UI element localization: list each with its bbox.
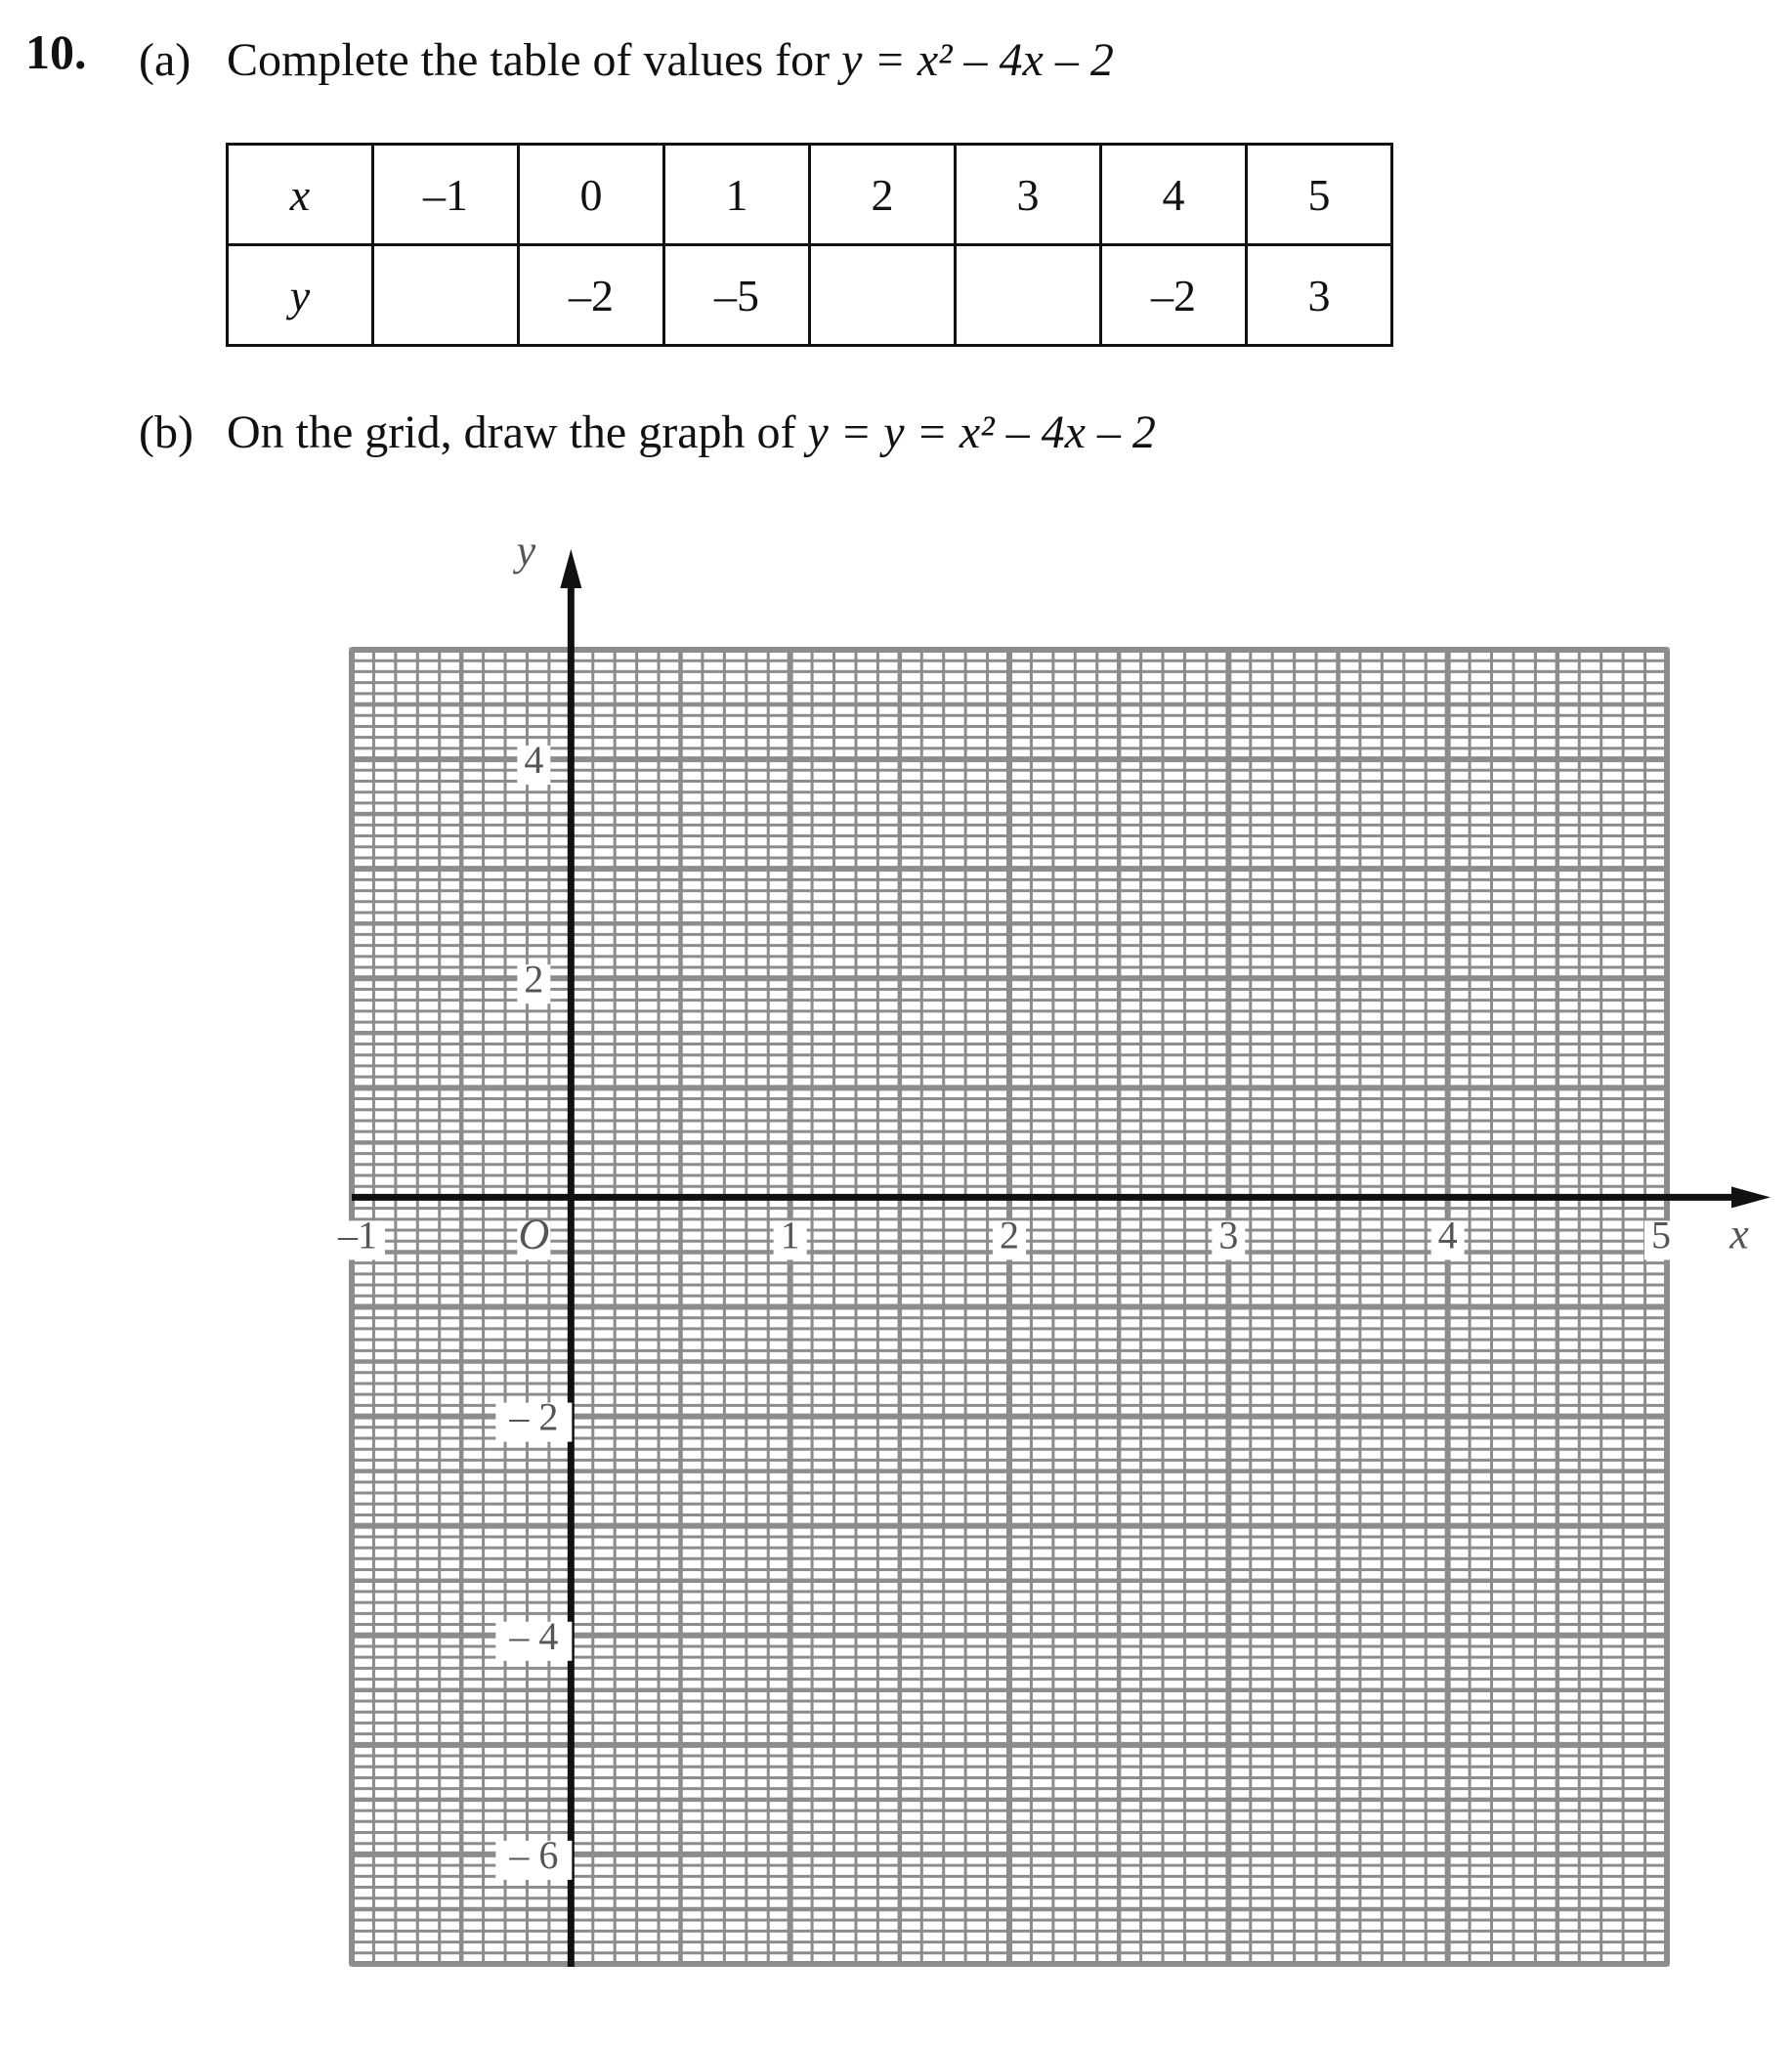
y-tick-label: – 6 [509, 1832, 559, 1877]
y-header-cell: y [228, 245, 373, 346]
y-tick-label: 2 [524, 957, 544, 1002]
x-cell: 5 [1247, 145, 1392, 245]
question-number: 10. [25, 24, 87, 79]
part-a-text: Complete the table of values for [227, 34, 842, 86]
grid-lines [352, 650, 1667, 1964]
x-tick-label: 4 [1437, 1213, 1458, 1257]
part-b-equation: y = y = x² – 4x – 2 [807, 406, 1156, 458]
x-cell: 0 [519, 145, 664, 245]
x-tick-label: 2 [1000, 1213, 1019, 1257]
x-cell: –1 [373, 145, 519, 245]
y-axis-label: y [516, 527, 536, 575]
x-cell: 2 [810, 145, 956, 245]
y-tick-label: – 4 [509, 1613, 559, 1658]
y-cell: –2 [519, 245, 664, 346]
part-a-label: (a) [139, 34, 192, 86]
x-tick-label: 3 [1218, 1213, 1239, 1257]
y-axis-arrow-icon [560, 549, 581, 588]
x-tick-label: 5 [1651, 1213, 1671, 1257]
x-header-cell: x [228, 145, 373, 245]
y-cell: –2 [1101, 245, 1247, 346]
y-cell: 3 [1247, 245, 1392, 346]
y-cell: –5 [664, 245, 810, 346]
part-b-text: On the grid, draw the graph of [227, 406, 808, 458]
x-axis-label: x [1729, 1210, 1749, 1258]
x-tick-label: –1 [338, 1213, 377, 1257]
x-cell: 3 [956, 145, 1101, 245]
x-cell: 4 [1101, 145, 1247, 245]
y-tick-label: 4 [524, 738, 544, 783]
x-tick-label: 1 [780, 1213, 800, 1257]
y-tick-label: – 2 [509, 1394, 559, 1439]
x-axis-arrow-icon [1731, 1186, 1771, 1208]
part-b-label: (b) [139, 406, 193, 458]
part-a-equation: y = x² – 4x – 2 [841, 34, 1114, 86]
x-cell: 1 [664, 145, 810, 245]
origin-label: O [518, 1210, 550, 1258]
